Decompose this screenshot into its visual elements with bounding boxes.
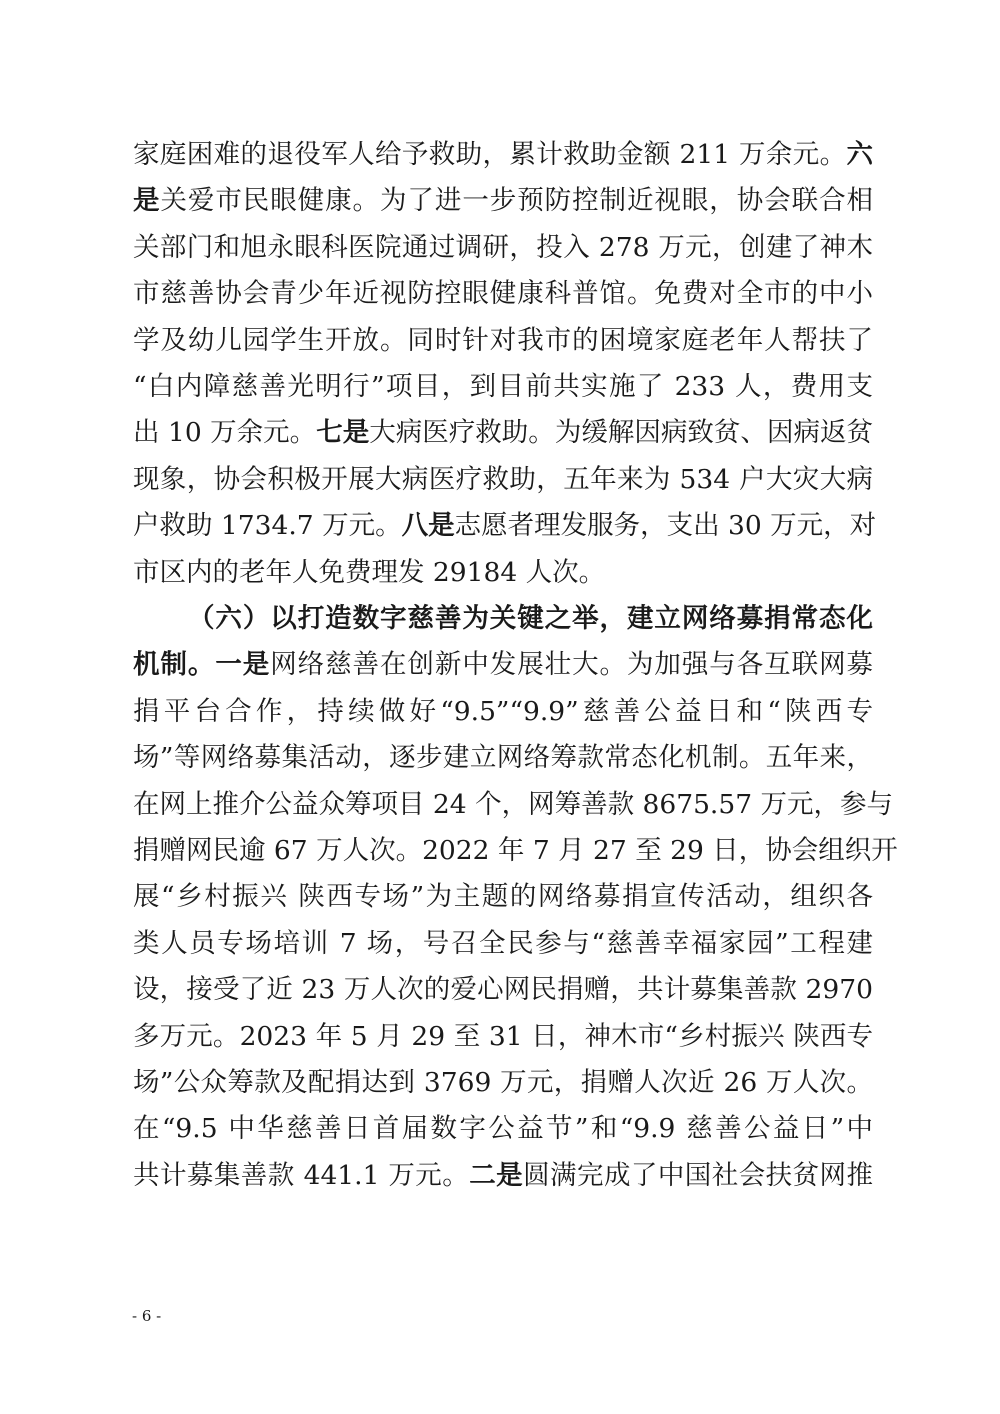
bold-text-segment: （六）以打造数字慈善为关键之举，建立网络募捐常态化 (188, 603, 873, 634)
text-segment: 设，接受了近 23 万人次的爱心网民捐赠，共计募集善款 2970 (133, 974, 873, 1006)
text-line (133, 1154, 873, 1198)
text-line (133, 365, 873, 409)
text-segment: “白内障慈善光明行”项目，到目前共实施了 233 人，费用支 (133, 371, 873, 402)
bold-text-segment: 八是 (401, 510, 455, 542)
text-segment: 圆满完成了中国社会扶贫网推 (523, 1159, 874, 1191)
text-line (133, 411, 873, 455)
bold-text-segment: 七是 (316, 417, 370, 449)
text-line (133, 319, 873, 363)
text-segment: 在“9.5 中华慈善日首届数字公益节”和“9.9 慈善公益日”中 (133, 1113, 873, 1145)
text-line (133, 1107, 873, 1151)
text-line (133, 968, 873, 1012)
text-segment: 场”公众筹款及配捐达到 3769 万元，捐赠人次近 26 万人次。 (133, 1067, 873, 1098)
text-line (133, 1015, 873, 1059)
text-segment: 现象，协会积极开展大病医疗救助，五年来为 534 户大灾大病 (133, 463, 873, 495)
text-segment: 市区内的老年人免费理发 29184 人次。 (133, 556, 606, 588)
text-segment: 多万元。2023 年 5 月 29 至 31 日，神木市“乡村振兴 陕西专 (133, 1020, 873, 1052)
text-line (133, 690, 873, 734)
text-line (133, 226, 873, 270)
text-line (133, 783, 893, 827)
text-segment: 家庭困难的退役军人给予救助，累计救助金额 211 万余元。 (133, 139, 847, 170)
text-segment: 学及幼儿园学生开放。同时针对我市的困境家庭老年人帮扶了 (133, 324, 873, 356)
page-number: - 6 - (132, 1307, 162, 1325)
text-line (133, 272, 873, 316)
text-line (188, 597, 873, 641)
text-segment: 关部门和旭永眼科医院通过调研，投入 278 万元，创建了神木 (133, 231, 873, 263)
text-line (133, 551, 873, 595)
text-line (133, 829, 898, 873)
text-segment: 在网上推介公益众筹项目 24 个，网筹善款 8675.57 万元，参与 (133, 788, 893, 820)
text-segment: 出 10 万余元。 (133, 417, 317, 449)
text-line (133, 922, 873, 966)
text-line (133, 736, 873, 780)
text-segment: 场”等网络募集活动，逐步建立网络筹款常态化机制。五年来， (133, 742, 873, 774)
text-line (133, 133, 873, 177)
text-line (133, 643, 873, 687)
text-line (133, 1061, 873, 1105)
text-segment: 共计募集善款 441.1 万元。 (133, 1159, 470, 1191)
text-segment: 类人员专场培训 7 场，号召全民参与“慈善幸福家园”工程建 (133, 927, 873, 959)
text-line (133, 458, 873, 502)
text-line (133, 875, 873, 919)
text-line (133, 504, 877, 548)
bold-text-segment: 机制。一是 (133, 649, 271, 681)
text-segment: 捐赠网民逾 67 万人次。2022 年 7 月 27 至 29 日，协会组织开 (133, 835, 898, 866)
text-segment: 户救助 1734.7 万元。 (133, 510, 402, 542)
text-line (133, 179, 873, 223)
text-segment: 大病医疗救助。为缓解因病致贫、因病返贫 (369, 417, 873, 449)
text-segment: 志愿者理发服务，支出 30 万元，对 (454, 510, 877, 542)
bold-text-segment: 二是 (469, 1159, 524, 1191)
text-segment: 市慈善协会青少年近视防控眼健康科普馆。免费对全市的中小 (133, 278, 873, 310)
text-segment: 展“乡村振兴 陕西专场”为主题的网络募捐宣传活动，组织各 (133, 881, 873, 913)
text-segment: 关爱市民眼健康。为了进一步预防控制近视眼，协会联合相 (160, 185, 874, 217)
text-segment: 网络慈善在创新中发展壮大。为加强与各互联网募 (270, 649, 874, 681)
text-segment: 捐平台合作，持续做好“9.5”“9.9”慈善公益日和“陕西专 (133, 695, 873, 727)
bold-text-segment: 六 (846, 139, 873, 170)
bold-text-segment: 是 (133, 185, 161, 217)
